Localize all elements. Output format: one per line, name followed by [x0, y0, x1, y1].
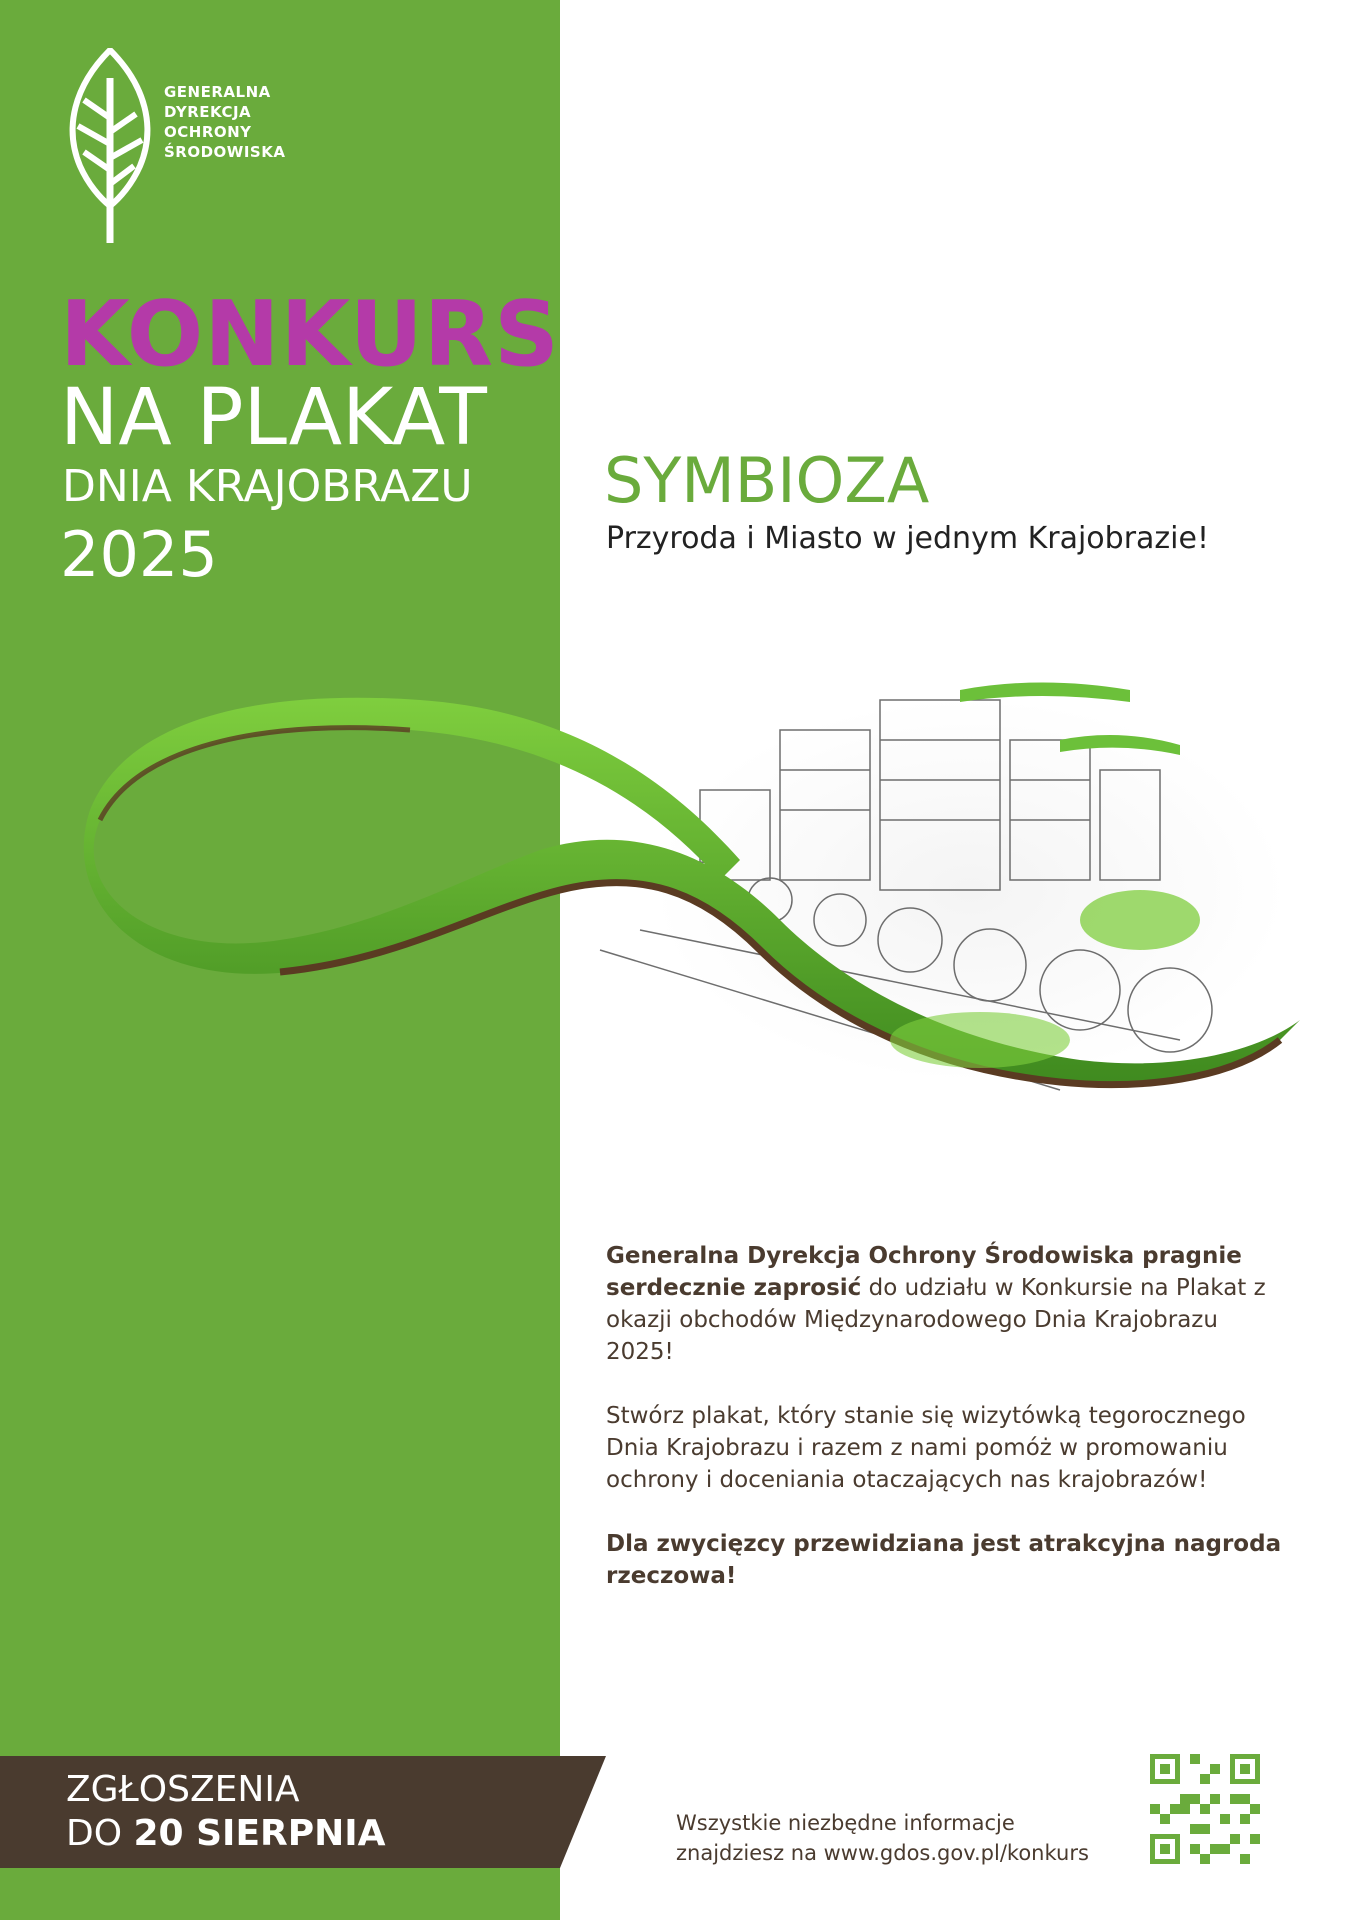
title-dnia-krajobrazu: DNIA KRAJOBRAZU: [62, 461, 473, 512]
deadline-line-2: [66, 1812, 386, 1856]
logo-line-2: DYREKCJA: [164, 103, 252, 121]
deadline-date: 20 SIERPNIA: [133, 1813, 386, 1854]
title-konkurs: KONKURS: [60, 282, 560, 387]
title-na-plakat: NA PLAKAT: [60, 373, 487, 463]
invitation-text: [606, 1240, 1286, 1624]
leaf-icon: [62, 48, 158, 243]
deadline-prefix: DO: [66, 1813, 134, 1854]
qr-code[interactable]: [1150, 1754, 1260, 1864]
paragraph-invitation-rest: do udziału w Konkursie na Plakat z okazji obchodów Międzynarodowego Dnia Krajobrazu 2025!: [606, 1275, 1266, 1365]
logo-line-4: ŚRODOWISKA: [164, 143, 286, 161]
deadline-line-1: ZGŁOSZENIA: [66, 1769, 300, 1810]
gdos-logo: [62, 48, 286, 243]
deadline-banner: [0, 1756, 606, 1868]
paragraph-invitation: [606, 1240, 1286, 1368]
footer-line-1: Wszystkie niezbędne informacje: [676, 1811, 1015, 1835]
infinity-landscape-illustration: [80, 620, 1320, 1180]
footer-info: [676, 1808, 1089, 1868]
footer-line-2[interactable]: znajdziesz na www.gdos.gov.pl/konkurs: [676, 1841, 1089, 1865]
theme-title: SYMBIOZA: [604, 444, 930, 517]
paragraph-invitation-bold: Generalna Dyrekcja Ochrony Środowiska pragnie serdecznie zaprosić: [606, 1243, 1242, 1301]
theme-subtitle: Przyroda i Miasto w jednym Krajobrazie!: [606, 521, 1209, 556]
paragraph-prize: [606, 1528, 1286, 1592]
logo-line-3: OCHRONY: [164, 123, 252, 141]
title-year: 2025: [60, 518, 218, 591]
logo-line-1: GENERALNA: [164, 83, 271, 101]
prize-text: Dla zwycięzcy przewidziana jest atrakcyjna nagroda rzeczowa!: [606, 1531, 1282, 1589]
paragraph-call-to-action: Stwórz plakat, który stanie się wizytówką tegorocznego Dnia Krajobrazu i razem z nami pomóż w promowaniu ochrony i doceniania otaczających nas krajobrazów!: [606, 1403, 1246, 1493]
